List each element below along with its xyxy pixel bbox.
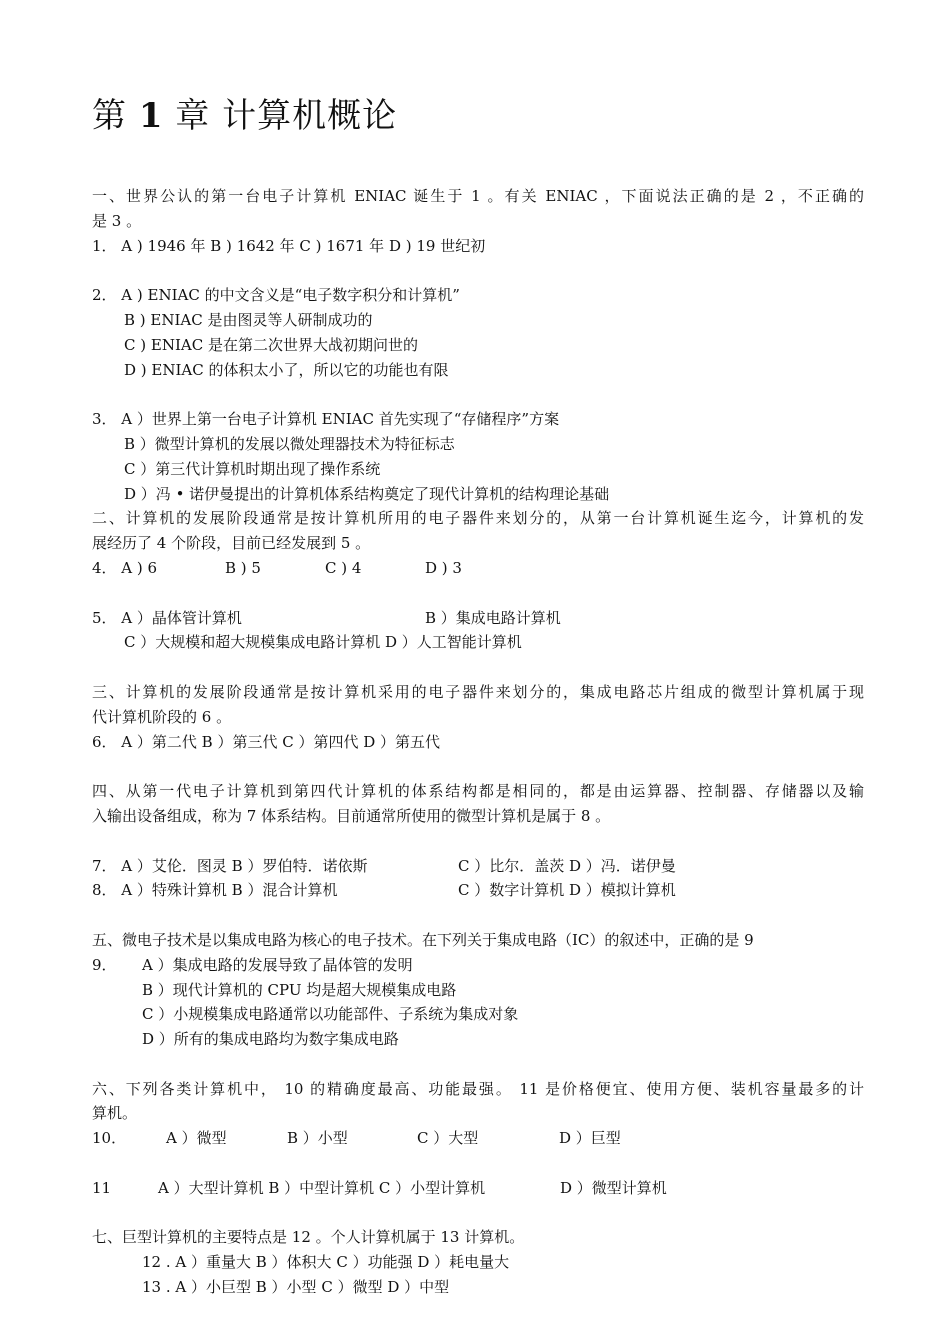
answer-6-options: 6． A ）第二代 B ）第三代 C ）第四代 D ）第五代 [92, 732, 441, 751]
answer-4-option-d: D ) 3 [425, 558, 462, 577]
answer-5-row-2: C ）大规模和超大规模集成电路计算机 D ）人工智能计算机 [124, 633, 522, 652]
answer-10-option-b: B ）小型 [287, 1129, 348, 1148]
chapter-title [92, 88, 397, 137]
answer-4-option-b: B ) 5 [225, 558, 261, 577]
answer-12-options: 12 . A ）重量大 B ）体积大 C ）功能强 D ）耗电量大 [142, 1253, 510, 1272]
answer-1-options: 1． A ) 1946 年 B ) 1642 年 C ) 1671 年 D ) 19 世纪初 [92, 236, 486, 255]
answer-8-part-2: C ）数字计算机 D ）模拟计算机 [458, 881, 676, 900]
question-list [92, 184, 864, 1300]
question-2-text-cont: 展经历了 4 个阶段，目前已经发展到 5 。 [92, 534, 371, 553]
answer-13-options: 13 . A ）小巨型 B ）小型 C ）微型 D ）中型 [142, 1278, 450, 1297]
answer-9-option-c: C ）小规模集成电路通常以功能部件、子系统为集成对象 [142, 1005, 519, 1024]
answer-10-option-c: C ）大型 [417, 1129, 479, 1148]
answer-5-option-b: B ）集成电路计算机 [425, 608, 561, 627]
chapter-name: 计算机概论 [222, 96, 398, 136]
answer-2-option-b: B ) ENIAC 是由图灵等人研制成功的 [124, 310, 373, 329]
question-4-text-cont: 入输出设备组成，称为 7 体系结构。目前通常所使用的微型计算机是属于 8 。 [92, 806, 611, 825]
answer-10-option-d: D ）巨型 [559, 1129, 621, 1148]
answer-11-options [92, 1176, 864, 1201]
answer-9-row-a [92, 953, 864, 978]
answer-9-number: 9． [92, 955, 117, 974]
answer-10-options [92, 1126, 864, 1151]
chapter-prefix: 第 [92, 96, 127, 136]
question-2-text: 二、计算机的发展阶段通常是按计算机所用的电子器件来划分的，从第一台计算机诞生迄今，计算机的发 [92, 509, 864, 528]
answer-10-number: 10． [92, 1129, 127, 1148]
answer-9-option-b: B ）现代计算机的 CPU 均是超大规模集成电路 [142, 980, 457, 999]
answer-3-option-b: B ）微型计算机的发展以微处理器技术为特征标志 [124, 434, 455, 453]
answer-4-option-c: C ) 4 [325, 558, 362, 577]
answer-9-option-a: A ）集成电路的发展导致了晶体管的发明 [142, 955, 413, 974]
question-5-text: 五、微电子技术是以集成电路为核心的电子技术。在下列关于集成电路（IC）的叙述中，正确的是 9 [92, 930, 754, 949]
answer-3-option-c: C ）第三代计算机时期出现了操作系统 [124, 459, 381, 478]
question-1-text-cont: 是 3 。 [92, 211, 142, 230]
question-6-text: 六、下列各类计算机中， 10 的精确度最高、功能最强。 11 是价格便宜、使用方便、装机容量最多的计 [92, 1079, 864, 1098]
answer-11-number: 11 [92, 1178, 112, 1197]
question-1-text: 一、世界公认的第一台电子计算机 ENIAC 诞生于 1 。有关 ENIAC ，下面说法正确的是 2 ，不正确的 [92, 187, 864, 205]
answer-7-part-2: C ）比尔．盖茨 D ）冯．诺伊曼 [458, 856, 676, 875]
answer-3-option-d: D ）冯 • 诺伊曼提出的计算机体系结构奠定了现代计算机的结构理论基础 [124, 484, 610, 503]
chapter-suffix: 章 [175, 96, 211, 136]
answer-10-option-a: A ）微型 [166, 1129, 227, 1148]
answer-2-option-c: C ) ENIAC 是在第二次世界大战初期问世的 [124, 335, 418, 354]
question-4-text: 四、从第一代电子计算机到第四代计算机的体系结构都是相同的，都是由运算器、控制器、存储器以及输 [92, 782, 864, 801]
chapter-number: 1 [138, 96, 164, 136]
answer-4-option-a: 4． A ) 6 [92, 558, 158, 577]
answer-5-row-1 [92, 606, 864, 631]
answer-3-option-a: 3． A ）世界上第一台电子计算机 ENIAC 首先实现了“存储程序”方案 [92, 410, 560, 429]
answer-7-options [92, 854, 864, 879]
question-3-text: 三、计算机的发展阶段通常是按计算机采用的电子器件来划分的，集成电路芯片组成的微型计算机属于现 [92, 682, 864, 701]
answer-8-part-1: 8． A ）特殊计算机 B ）混合计算机 [92, 881, 338, 900]
answer-2-option-d: D ) ENIAC 的体积太小了，所以它的功能也有限 [124, 360, 449, 379]
answer-2-option-a: 2． A ) ENIAC 的中文含义是“电子数字积分和计算机” [92, 286, 460, 305]
answer-5-option-a: 5． A ）晶体管计算机 [92, 608, 242, 627]
question-3-text-cont: 代计算机阶段的 6 。 [92, 707, 232, 726]
answer-11-options-abc: A ）大型计算机 B ）中型计算机 C ）小型计算机 [158, 1178, 486, 1197]
answer-11-option-d: D ）微型计算机 [560, 1178, 667, 1197]
answer-7-part-1: 7． A ）艾伦．图灵 B ）罗伯特．诺依斯 [92, 856, 368, 875]
answer-4-options [92, 556, 864, 581]
question-7-text: 七、巨型计算机的主要特点是 12 。个人计算机属于 13 计算机。 [92, 1228, 525, 1247]
answer-8-options [92, 878, 864, 903]
answer-9-option-d: D ）所有的集成电路均为数字集成电路 [142, 1030, 399, 1049]
question-6-text-cont: 算机。 [92, 1104, 138, 1123]
